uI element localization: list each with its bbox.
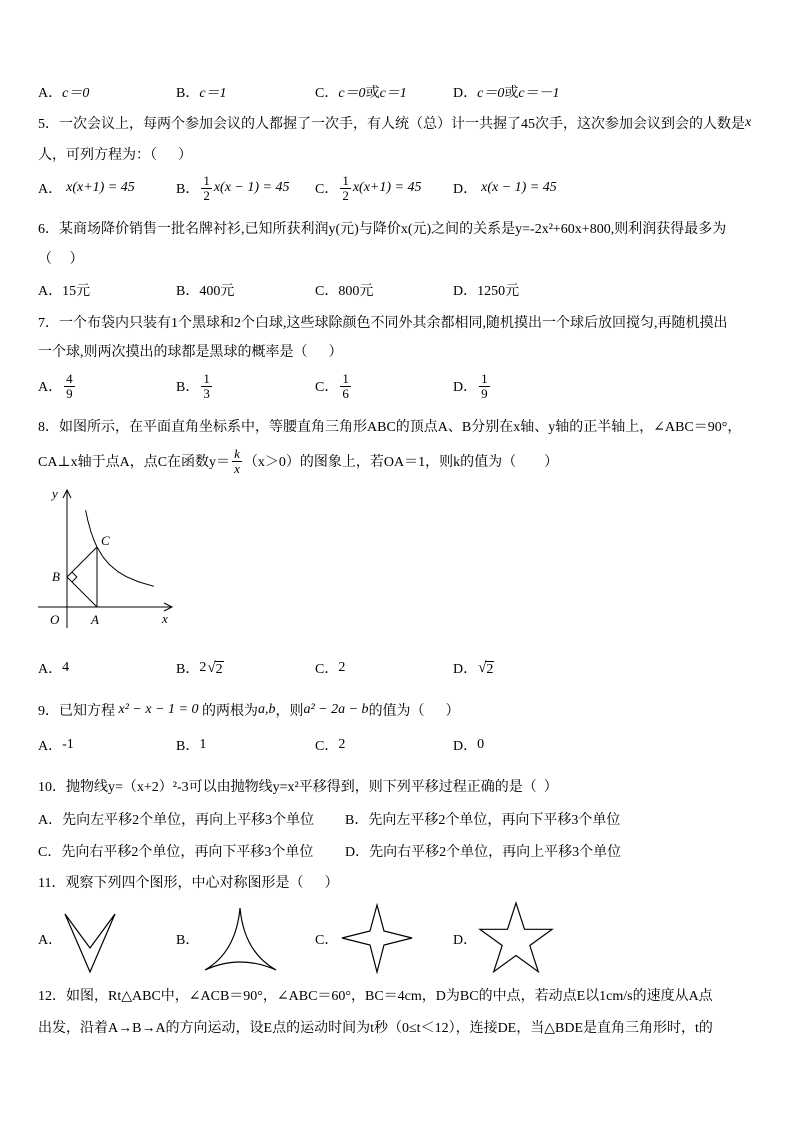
question-text: 7．一个布袋内只装有1个黑球和2个白球,这些球除颜色不同外其余都相同,随机摸出一个球后放回搅匀,再随机摸出 [38, 316, 728, 331]
q10-option-c [38, 841, 313, 861]
q4-options [0, 75, 794, 109]
question-text: ，则 [275, 704, 304, 719]
segment-ab [67, 577, 97, 607]
expression: a² − 2a − b [303, 702, 369, 717]
option-text: 15元 [62, 284, 91, 299]
math-variable: x [745, 115, 752, 130]
option-label: C． [315, 86, 339, 101]
q8-option-d [453, 651, 494, 685]
radical-coefficient: 2 [199, 660, 207, 675]
option-label: D． [453, 380, 478, 395]
fraction-denominator: 2 [342, 187, 349, 203]
q9-option-d [453, 728, 484, 762]
option-label: A． [38, 813, 63, 828]
label-a: A [91, 612, 99, 627]
question-text: 出发，沿着A→B→A的方向运动，设E点的运动时间为t秒（0≤t＜12），连接DE，当△BDE是直角三角形时，t的 [38, 1021, 713, 1036]
fraction-numerator: 1 [203, 370, 210, 386]
q4-option-c [315, 75, 407, 109]
q8-figure [30, 482, 180, 632]
q6-option-b [176, 273, 234, 307]
equation: x² − x − 1 = 0 [118, 702, 199, 717]
q7-option-c [315, 369, 353, 403]
label-b: B [52, 569, 60, 584]
fraction-denominator: 9 [66, 385, 73, 401]
question-text: 10．抛物线y=（x+2）²-3可以由抛物线y=x²平移得到，则下列平移过程正确的是（ ） [38, 780, 558, 795]
option-label: A． [38, 380, 63, 395]
q5-option-d [453, 171, 557, 205]
option-label: A． [38, 86, 63, 101]
fraction-denominator: 3 [203, 385, 210, 401]
option-label: B． [345, 813, 369, 828]
label-x: x [162, 611, 168, 626]
radicand: 2 [486, 662, 494, 677]
option-label: C． [315, 284, 339, 299]
option-label: B． [176, 933, 200, 948]
q8-option-c [315, 651, 345, 685]
option-label: C． [315, 380, 339, 395]
q10-option-a [38, 809, 314, 829]
q8-options [0, 651, 794, 685]
question-text: 6．某商场降价销售一批名牌衬衫,已知所获利润y(元)与降价x(元)之间的关系是y=-2x²+60x+800,则利润获得最多为 [38, 222, 727, 237]
option-label: C． [315, 182, 339, 197]
q9-options [0, 728, 794, 762]
option-text: 先向左平移2个单位，再向下平移3个单位 [368, 813, 621, 828]
option-expression: x(x − 1) = 45 [213, 180, 290, 195]
question-text: 8．如图所示，在平面直角坐标系中，等腰直角三角形ABC的顶点A、B分别在x轴、y轴的正半轴上，∠ABC＝90°， [38, 420, 742, 435]
option-text: c＝－1 [518, 86, 560, 101]
q8-stem-line2 [38, 444, 558, 478]
fraction-numerator: 4 [66, 370, 73, 386]
question-text: 12．如图，Rt△ABC中，∠ACB＝90°，∠ABC＝60°，BC＝4cm，D为BC的中点，若动点E以1cm/s的速度从A点 [38, 989, 713, 1004]
q4-option-b [176, 75, 227, 109]
question-text: （ ） [38, 252, 84, 267]
option-text: 1250元 [477, 284, 520, 299]
q12-stem-line2 [38, 1017, 713, 1037]
q5-stem-line2 [38, 144, 192, 164]
q9-option-b [176, 728, 206, 762]
radical [478, 659, 494, 677]
q10-option-b [345, 809, 620, 829]
option-expression: x(x+1) = 45 [352, 180, 422, 195]
option-label: C． [38, 845, 62, 860]
option-label: B． [176, 86, 200, 101]
option-text: 800元 [338, 284, 374, 299]
q12-stem-line1 [38, 985, 713, 1005]
option-label: D． [453, 284, 478, 299]
option-label: D． [453, 86, 478, 101]
q4-option-d [453, 75, 560, 109]
q5-stem-line1 [38, 113, 751, 133]
option-text: c＝0 [338, 86, 366, 101]
q5-option-b [176, 171, 290, 205]
option-label: B． [176, 380, 200, 395]
option-label: A． [38, 933, 63, 948]
radicand: 2 [215, 662, 223, 677]
option-label: C． [315, 933, 339, 948]
right-angle-mark [72, 572, 77, 582]
option-text: 或 [365, 86, 380, 101]
five-point-star-icon [480, 903, 552, 972]
label-origin: O [50, 612, 60, 627]
option-expression: x(x − 1) = 45 [481, 180, 557, 195]
fraction-numerator: 1 [481, 370, 488, 386]
roots: a,b [257, 702, 276, 717]
q8-option-b [176, 651, 224, 685]
question-text: （x＞0）的图象上，若OA＝1，则k的值为（ ） [243, 455, 559, 470]
q6-stem-line1 [38, 218, 726, 238]
question-text: 一个球,则两次摸出的球都是黑球的概率是（ ） [38, 345, 343, 360]
option-text: 2 [338, 737, 346, 752]
label-c: C [101, 533, 110, 548]
q7-options [0, 369, 794, 403]
four-point-star-icon [342, 905, 412, 972]
fraction-numerator: 1 [342, 370, 349, 386]
option-text: 先向右平移2个单位，再向上平移3个单位 [369, 845, 622, 860]
fraction [232, 447, 242, 476]
q9-option-a [38, 728, 74, 762]
q10-stem [38, 776, 558, 796]
fraction-numerator: k [234, 445, 240, 461]
option-text: 或 [504, 86, 519, 101]
option-expression: x(x+1) = 45 [66, 180, 135, 195]
fraction-numerator: 1 [342, 172, 349, 188]
q8-stem-line1 [38, 416, 741, 436]
option-label: B． [176, 182, 200, 197]
chevron-shape-icon [65, 914, 115, 972]
q7-option-a [38, 369, 77, 403]
q6-option-a [38, 273, 90, 307]
question-text: 5．一次会议上，每两个参加会议的人都握了一次手，有人统（总）计一共握了45次手，这次参加会议到会的人数是 [38, 117, 745, 132]
option-text: 2 [338, 660, 346, 675]
q9-stem [38, 700, 460, 720]
q6-options [0, 273, 794, 307]
option-text: 先向右平移2个单位，再向下平移3个单位 [61, 845, 314, 860]
q10-option-d [345, 841, 621, 861]
radical [207, 659, 223, 677]
q7-stem-line1 [38, 312, 728, 332]
fraction [340, 372, 351, 401]
option-label: B． [176, 739, 200, 754]
label-y: y [52, 486, 58, 501]
question-text: 11．观察下列四个图形，中心对称图形是（ ） [38, 876, 339, 891]
q5-option-c [315, 171, 422, 205]
radical-sign: √ [207, 660, 216, 676]
q11-stem [38, 872, 338, 892]
option-text: c＝0 [477, 86, 505, 101]
option-label: D． [453, 933, 478, 948]
option-label: C． [315, 739, 339, 754]
fraction-denominator: 9 [481, 385, 488, 401]
fraction [201, 372, 212, 401]
question-text: 9．已知方程 [38, 704, 119, 719]
option-label: A． [38, 284, 63, 299]
q6-stem-line2 [38, 248, 84, 268]
option-label: D． [453, 662, 478, 677]
option-label: D． [453, 182, 478, 197]
option-text: c＝1 [199, 86, 227, 101]
question-text: CA⊥x轴于点A，点C在函数y＝ [38, 455, 231, 470]
q8-option-a [38, 651, 69, 685]
q7-option-b [176, 369, 214, 403]
q6-option-c [315, 273, 373, 307]
fraction [479, 372, 490, 401]
radical-sign: √ [478, 660, 487, 676]
option-label: B． [176, 284, 200, 299]
option-text: -1 [62, 737, 74, 752]
concave-triangle-icon [205, 908, 276, 970]
fraction [64, 372, 75, 401]
option-label: A． [38, 182, 63, 197]
option-text: 1 [199, 737, 207, 752]
fraction [201, 174, 212, 203]
option-text: 先向左平移2个单位，再向上平移3个单位 [62, 813, 315, 828]
q7-option-d [453, 369, 492, 403]
option-label: D． [345, 845, 370, 860]
fraction-denominator: 6 [342, 385, 349, 401]
option-label: C． [315, 662, 339, 677]
fraction-numerator: 1 [203, 172, 210, 188]
option-text: c＝1 [379, 86, 407, 101]
q9-option-c [315, 728, 345, 762]
question-text: 的两根为 [198, 704, 258, 719]
option-text: 400元 [199, 284, 235, 299]
question-text: 人，可列方程为：（ ） [38, 148, 192, 163]
option-label: B． [176, 662, 200, 677]
q6-option-d [453, 273, 519, 307]
fraction-denominator: x [234, 460, 240, 476]
fraction [340, 174, 351, 203]
option-text: 4 [62, 660, 70, 675]
question-text: 的值为（ ） [368, 704, 460, 719]
q5-options [0, 171, 794, 205]
fraction-denominator: 2 [203, 187, 210, 203]
option-text: c＝0 [62, 86, 90, 101]
q5-option-a [38, 171, 135, 205]
option-text: 0 [477, 737, 485, 752]
q4-option-a [38, 75, 89, 109]
option-label: D． [453, 739, 478, 754]
option-label: A． [38, 662, 63, 677]
q11-shapes [55, 896, 560, 978]
q7-stem-line2 [38, 341, 343, 361]
segment-bc [67, 547, 97, 577]
option-label: A． [38, 739, 63, 754]
